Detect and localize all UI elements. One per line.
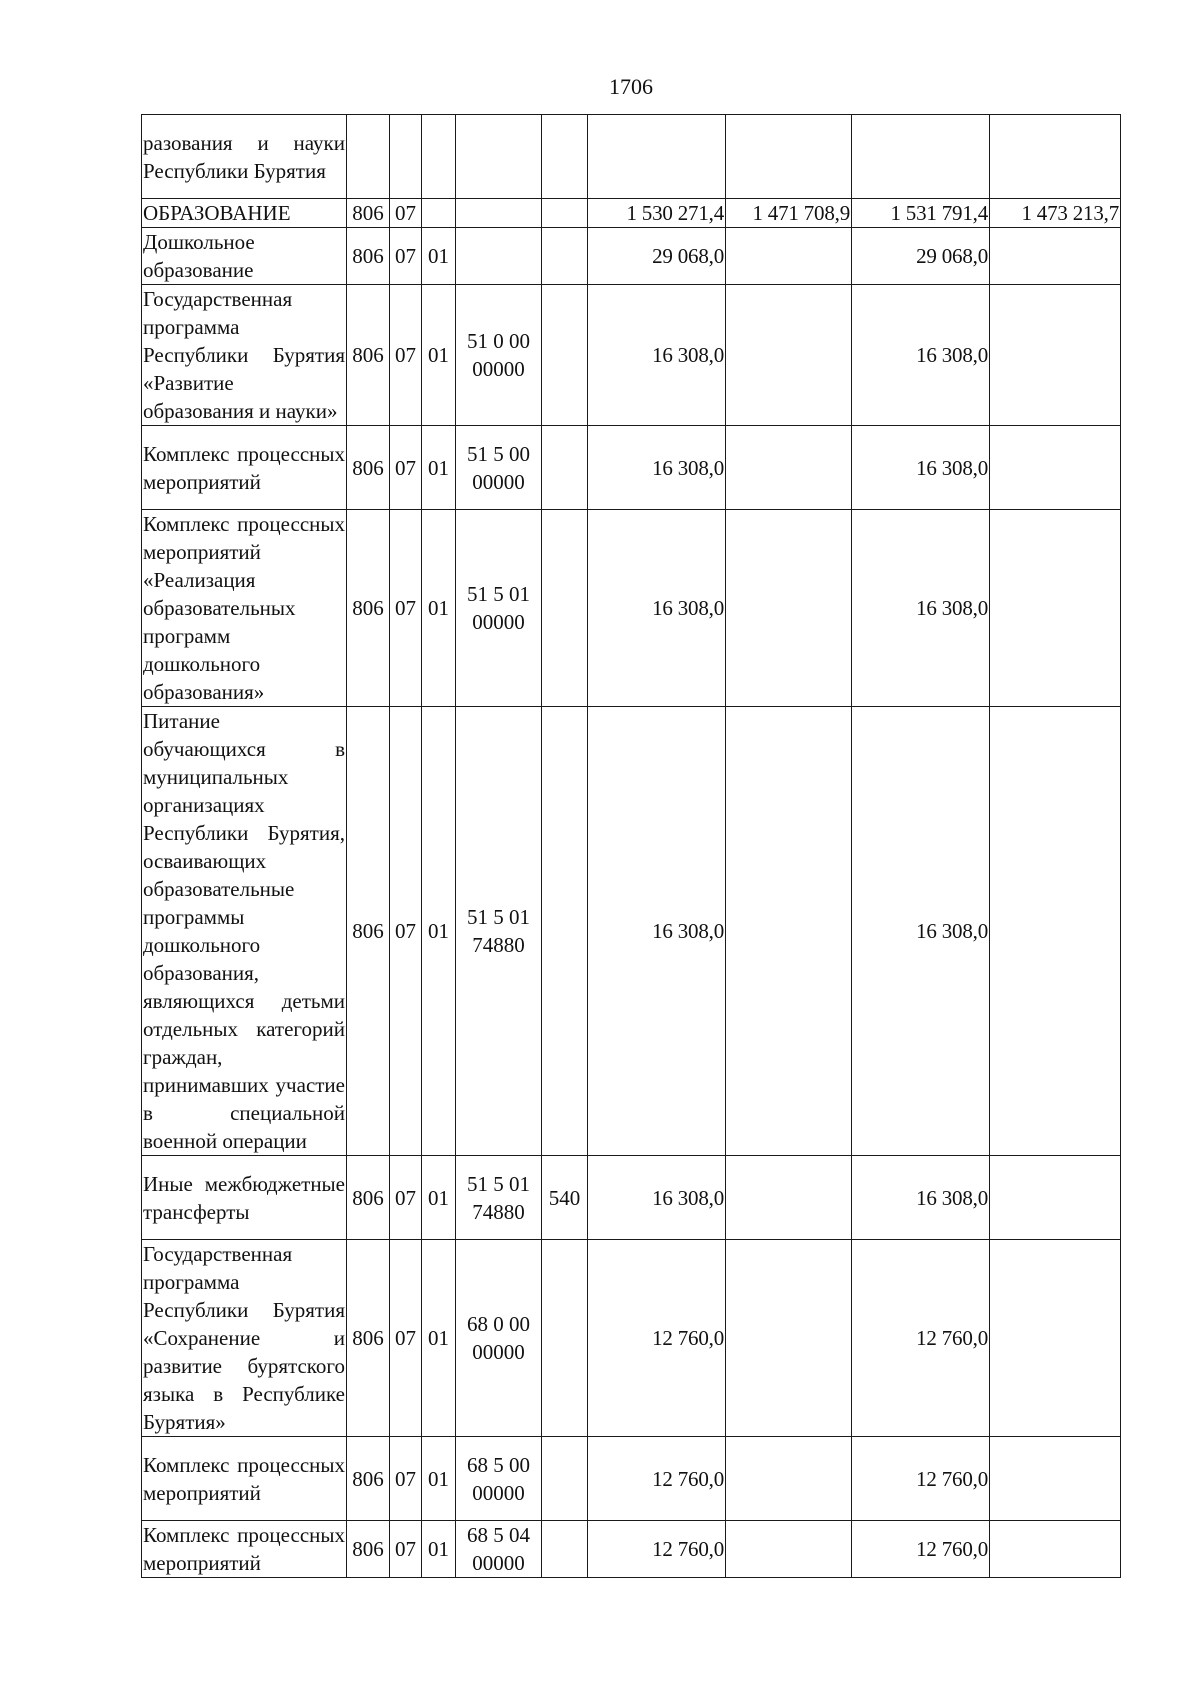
expense-type-cell [542, 1521, 588, 1578]
amount-cell-2 [726, 1156, 852, 1240]
ministry-code-cell: 806 [347, 199, 390, 228]
amount-cell-3: 16 308,0 [852, 285, 990, 426]
table-row [142, 199, 1121, 228]
subsection-code-cell [422, 115, 456, 199]
ministry-code-cell [347, 115, 390, 199]
amount-cell-3: 12 760,0 [852, 1437, 990, 1521]
amount-cell-3: 29 068,0 [852, 228, 990, 285]
expense-type-cell [542, 510, 588, 707]
expense-type-cell [542, 1437, 588, 1521]
amount-cell-1: 16 308,0 [588, 707, 726, 1156]
subsection-code-cell: 01 [422, 1240, 456, 1437]
target-article-cell: 51 5 01 74880 [456, 707, 542, 1156]
expense-type-cell [542, 285, 588, 426]
table-row [142, 707, 1121, 1156]
expense-type-cell: 540 [542, 1156, 588, 1240]
target-article-cell: 68 5 04 00000 [456, 1521, 542, 1578]
target-article-cell: 68 0 00 00000 [456, 1240, 542, 1437]
amount-cell-4 [990, 228, 1121, 285]
ministry-code-cell: 806 [347, 707, 390, 1156]
row-name-cell: Иные межбюджетные трансферты [142, 1156, 347, 1240]
row-name-cell: Комплекс процессных мероприятий «Реализация образовательных программ дошкольного образования» [142, 510, 347, 707]
amount-cell-2 [726, 115, 852, 199]
row-name-cell: Комплекс процессных мероприятий [142, 1521, 347, 1578]
budget-table [141, 114, 1121, 1578]
ministry-code-cell: 806 [347, 1156, 390, 1240]
subsection-code-cell: 01 [422, 1437, 456, 1521]
target-article-cell: 68 5 00 00000 [456, 1437, 542, 1521]
expense-type-cell [542, 707, 588, 1156]
target-article-cell: 51 5 00 00000 [456, 426, 542, 510]
amount-cell-2 [726, 1521, 852, 1578]
section-code-cell: 07 [390, 1240, 422, 1437]
amount-cell-4: 1 473 213,7 [990, 199, 1121, 228]
section-code-cell: 07 [390, 510, 422, 707]
amount-cell-4 [990, 510, 1121, 707]
section-code-cell: 07 [390, 1437, 422, 1521]
expense-type-cell [542, 199, 588, 228]
section-code-cell [390, 115, 422, 199]
subsection-code-cell: 01 [422, 510, 456, 707]
amount-cell-2 [726, 285, 852, 426]
row-name-cell: Государственная программа Республики Бурятия «Развитие образования и науки» [142, 285, 347, 426]
table-row [142, 510, 1121, 707]
table-row [142, 228, 1121, 285]
subsection-code-cell: 01 [422, 1156, 456, 1240]
table-row [142, 426, 1121, 510]
amount-cell-4 [990, 285, 1121, 426]
amount-cell-3: 1 531 791,4 [852, 199, 990, 228]
section-code-cell: 07 [390, 1521, 422, 1578]
amount-cell-4 [990, 1521, 1121, 1578]
target-article-cell [456, 199, 542, 228]
expense-type-cell [542, 228, 588, 285]
subsection-code-cell: 01 [422, 1521, 456, 1578]
section-code-cell: 07 [390, 1156, 422, 1240]
amount-cell-3: 16 308,0 [852, 707, 990, 1156]
amount-cell-2 [726, 1437, 852, 1521]
section-code-cell: 07 [390, 285, 422, 426]
row-name-cell: Государственная программа Республики Бурятия «Сохранение и развитие бурятского языка в Республике Бурятия» [142, 1240, 347, 1437]
amount-cell-1: 12 760,0 [588, 1240, 726, 1437]
amount-cell-2 [726, 426, 852, 510]
amount-cell-1: 1 530 271,4 [588, 199, 726, 228]
table-row [142, 1437, 1121, 1521]
section-code-cell: 07 [390, 426, 422, 510]
subsection-code-cell: 01 [422, 228, 456, 285]
ministry-code-cell: 806 [347, 510, 390, 707]
expense-type-cell [542, 426, 588, 510]
amount-cell-1: 12 760,0 [588, 1521, 726, 1578]
ministry-code-cell: 806 [347, 1240, 390, 1437]
amount-cell-3: 16 308,0 [852, 510, 990, 707]
target-article-cell: 51 5 01 74880 [456, 1156, 542, 1240]
table-row [142, 1521, 1121, 1578]
ministry-code-cell: 806 [347, 285, 390, 426]
amount-cell-4 [990, 707, 1121, 1156]
amount-cell-2 [726, 707, 852, 1156]
ministry-code-cell: 806 [347, 1437, 390, 1521]
subsection-code-cell: 01 [422, 285, 456, 426]
amount-cell-3: 16 308,0 [852, 1156, 990, 1240]
table-row [142, 115, 1121, 199]
amount-cell-2 [726, 228, 852, 285]
row-name-cell: разования и науки Республики Бурятия [142, 115, 347, 199]
section-code-cell: 07 [390, 199, 422, 228]
amount-cell-3: 12 760,0 [852, 1521, 990, 1578]
amount-cell-1: 29 068,0 [588, 228, 726, 285]
amount-cell-2 [726, 510, 852, 707]
target-article-cell [456, 115, 542, 199]
expense-type-cell [542, 1240, 588, 1437]
target-article-cell: 51 5 01 00000 [456, 510, 542, 707]
subsection-code-cell: 01 [422, 707, 456, 1156]
expense-type-cell [542, 115, 588, 199]
row-name-cell: Дошкольное образование [142, 228, 347, 285]
target-article-cell: 51 0 00 00000 [456, 285, 542, 426]
row-name-cell: Комплекс процессных мероприятий [142, 426, 347, 510]
amount-cell-3: 16 308,0 [852, 426, 990, 510]
row-name-cell: Комплекс процессных мероприятий [142, 1437, 347, 1521]
amount-cell-4 [990, 1156, 1121, 1240]
amount-cell-1: 16 308,0 [588, 285, 726, 426]
table-row [142, 1156, 1121, 1240]
ministry-code-cell: 806 [347, 1521, 390, 1578]
amount-cell-3 [852, 115, 990, 199]
amount-cell-4 [990, 426, 1121, 510]
amount-cell-2 [726, 1240, 852, 1437]
section-code-cell: 07 [390, 707, 422, 1156]
amount-cell-2: 1 471 708,9 [726, 199, 852, 228]
ministry-code-cell: 806 [347, 228, 390, 285]
amount-cell-3: 12 760,0 [852, 1240, 990, 1437]
subsection-code-cell: 01 [422, 426, 456, 510]
amount-cell-4 [990, 1240, 1121, 1437]
amount-cell-4 [990, 1437, 1121, 1521]
page-number: 1706 [609, 74, 653, 99]
amount-cell-1 [588, 115, 726, 199]
target-article-cell [456, 228, 542, 285]
table-row [142, 1240, 1121, 1437]
amount-cell-1: 12 760,0 [588, 1437, 726, 1521]
row-name-cell: Питание обучающихся в муниципальных организациях Республики Бурятия, осваивающих образовательные программы дошкольного образования, являющихся детьми отдельных категорий граждан, принимавших участие в специальной военной операции [142, 707, 347, 1156]
amount-cell-1: 16 308,0 [588, 426, 726, 510]
amount-cell-1: 16 308,0 [588, 1156, 726, 1240]
section-code-cell: 07 [390, 228, 422, 285]
row-name-cell: ОБРАЗОВАНИЕ [142, 199, 347, 228]
ministry-code-cell: 806 [347, 426, 390, 510]
subsection-code-cell [422, 199, 456, 228]
table-row [142, 285, 1121, 426]
amount-cell-1: 16 308,0 [588, 510, 726, 707]
amount-cell-4 [990, 115, 1121, 199]
